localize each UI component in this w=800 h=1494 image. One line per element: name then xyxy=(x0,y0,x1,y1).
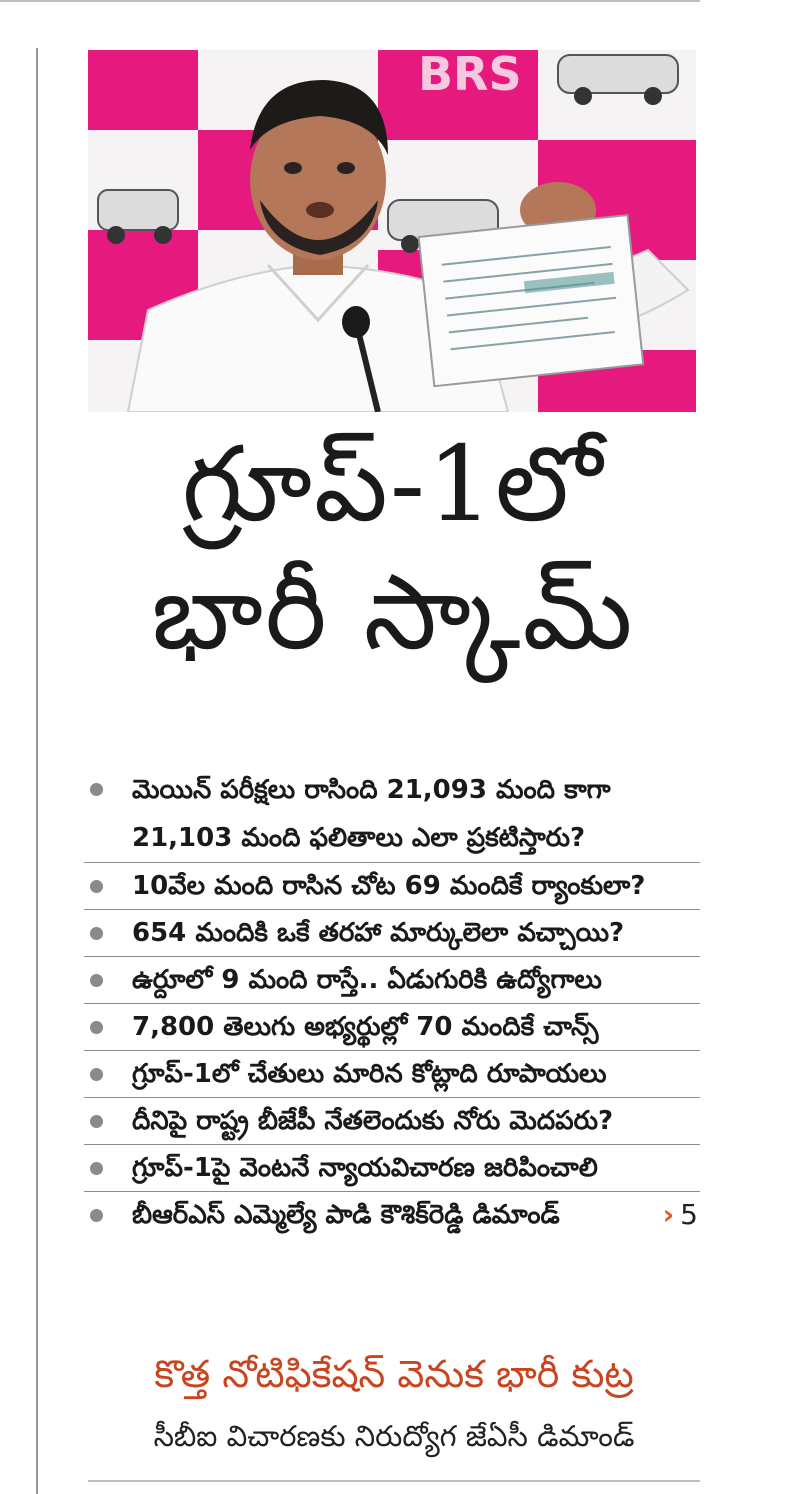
brs-backdrop-text: BRS xyxy=(418,50,522,101)
bullet-item xyxy=(84,957,700,1004)
bullet-list xyxy=(84,766,700,1238)
bullet-dot xyxy=(90,1115,103,1128)
bullet-text: 10వేల మంది రాసిన చోట 69 మందికే ర్యాంకులా? xyxy=(132,871,646,901)
bullet-dot xyxy=(90,880,103,893)
headline-line-2: భారీ స్కామ్‌ xyxy=(151,551,635,673)
bullet-item xyxy=(84,766,700,863)
bullet-item xyxy=(84,1051,700,1098)
bullet-item xyxy=(84,1004,700,1051)
bullet-item xyxy=(84,863,700,910)
column-rule xyxy=(36,48,38,1494)
bottom-rule xyxy=(88,1480,700,1482)
bullet-text: గ్రూప్‌-1పై వెంటనే న్యాయవిచారణ జరిపించాలి xyxy=(132,1153,598,1183)
chevron-right-icon: › xyxy=(662,1198,675,1231)
bullet-dot xyxy=(90,1209,103,1222)
bullet-text: 7,800 తెలుగు అభ్యర్థుల్లో 70 మందికే చాన్స్‌ xyxy=(132,1012,599,1042)
bullet-text-continuation: 21,103 మంది ఫలితాలు ఎలా ప్రకటిస్తారు? xyxy=(132,823,586,853)
page-reference-link[interactable] xyxy=(663,1192,698,1238)
bullet-text: గ్రూప్‌-1లో చేతులు మారిన కోట్లాది రూపాయలు xyxy=(132,1059,607,1089)
bullet-dot xyxy=(90,1068,103,1081)
bullet-text: ఉర్దూలో 9 మంది రాస్తే.. ఏడుగురికి ఉద్యోగాలు xyxy=(132,965,602,995)
page-number: 5 xyxy=(680,1198,698,1231)
bullet-text: బీఆర్‌ఎస్‌ ఎమ్మెల్యే పాడి కౌశిక్‌రెడ్డి డిమాండ్‌ xyxy=(132,1200,560,1230)
bullet-item xyxy=(84,910,700,957)
top-rule xyxy=(0,0,700,2)
bullet-dot xyxy=(90,927,103,940)
headline xyxy=(88,420,698,676)
headline-line-1: గ్రూప్‌-1లో xyxy=(181,423,605,545)
press-conference-photo xyxy=(88,50,696,412)
bullet-dot xyxy=(90,974,103,987)
bullet-item xyxy=(84,1192,700,1238)
subheadline-red: కొత్త నోటిఫికేషన్‌ వెనుక భారీ కుట్ర xyxy=(154,1352,634,1396)
bullet-text: మెయిన్‌ పరీక్షలు రాసింది 21,093 మంది కాగా xyxy=(132,775,611,805)
bullet-dot xyxy=(90,1162,103,1175)
subheadline: సీబీఐ విచారణకు నిరుద్యోగ జేఏసీ డిమాండ్‌ xyxy=(153,1419,635,1453)
bullet-dot xyxy=(90,783,103,796)
bullet-dot xyxy=(90,1021,103,1034)
bullet-item xyxy=(84,1145,700,1192)
bullet-text: 654 మందికి ఒకే తరహా మార్కులెలా వచ్చాయి? xyxy=(132,918,625,948)
bullet-item xyxy=(84,1098,700,1145)
bullet-text: దీనిపై రాష్ట్ర బీజేపీ నేతలెందుకు నోరు మెదపరు? xyxy=(132,1106,614,1136)
